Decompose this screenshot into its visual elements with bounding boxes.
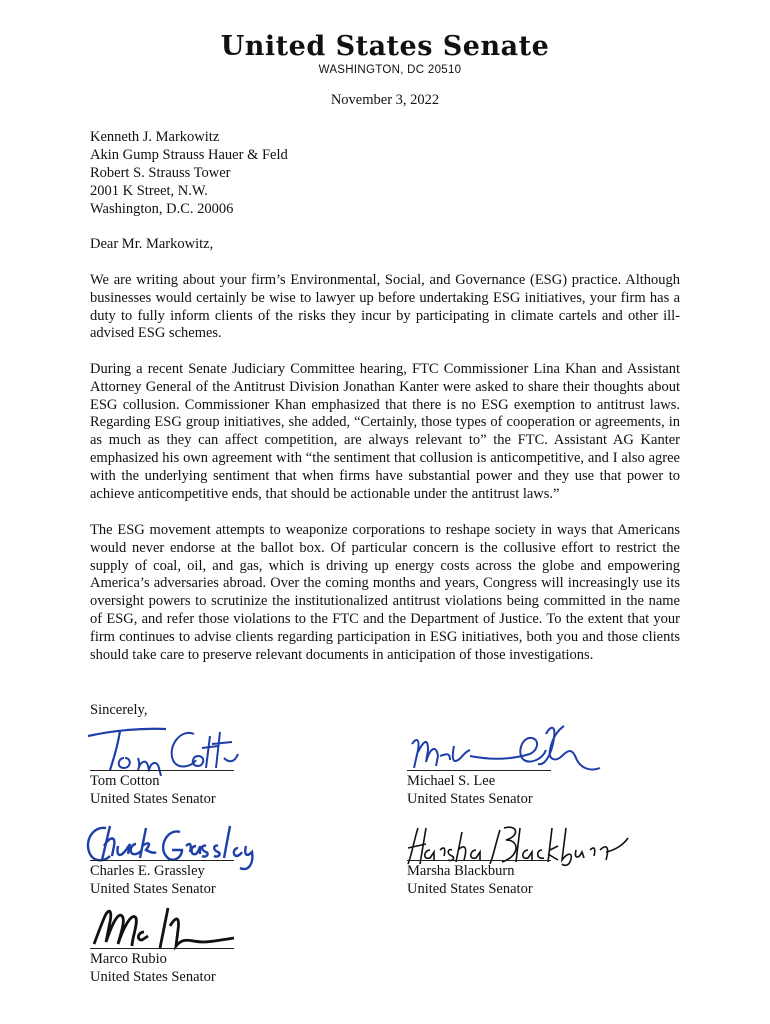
recipient-city: Washington, D.C. 20006 [90,201,234,217]
signatory-cotton [90,770,234,808]
signatory-lee [407,770,551,808]
salutation: Dear Mr. Markowitz, [90,236,214,252]
signatory-name: Marsha Blackburn [407,863,515,879]
signatory-title: United States Senator [90,881,216,897]
letterhead [0,32,770,76]
signatory-name: Charles E. Grassley [90,863,205,879]
letter-date: November 3, 2022 [330,92,440,108]
recipient-name: Kenneth J. Markowitz [90,129,220,145]
signatory-name: Tom Cotton [90,773,160,789]
letterhead-address: WASHINGTON, DC 20510 [318,64,462,76]
signatory-name: Marco Rubio [90,951,167,967]
signature-cotton [86,722,246,772]
signatory-blackburn [407,860,551,898]
body-paragraph-3: The ESG movement attempts to weaponize corporations to reshape society in ways that Americans would never endorse at the ballot box. Of particular concern is the collusive effort to restrict the supply of coal, oil, and gas, which is driving up energy costs across the globe and empowering America’s adversaries abroad. Over the coming months and years, Congress will increasingly use its oversight powers to scrutinize the institutionalized antitrust violations being committed in the name of ESG, and refer those violations to the FTC and the Department of Justice. To the extent that your firm continues to advise clients regarding participation in ESG initiatives, both you and those clients should take care to preserve relevant documents in anticipation of those investigations. [90,522,680,663]
signatory-grassley [90,860,234,898]
signature-line [90,770,234,771]
signature-line [407,860,551,861]
recipient-firm: Akin Gump Strauss Hauer & Feld [90,147,288,163]
signature-rubio [88,902,238,952]
signatory-rubio [90,948,234,986]
closing: Sincerely, [90,702,148,718]
signature-lee [404,722,604,774]
body-paragraph-1: We are writing about your firm’s Environmental, Social, and Governance (ESG) practice. Although businesses would certainly be wise to lawyer up before undertaking ESG initiatives, your firm has a duty to fully inform clients of the risks they incur by participating in climate cartels and other ill-advised ESG schemes. [90,272,680,342]
signature-line [90,860,234,861]
signatory-title: United States Senator [90,969,216,985]
recipient-street: 2001 K Street, N.W. [90,183,208,199]
signatory-title: United States Senator [407,881,533,897]
body-paragraph-2: During a recent Senate Judiciary Committee hearing, FTC Commissioner Lina Khan and Assistant Attorney General of the Antitrust Division Jonathan Kanter were asked to share their thoughts about ESG collusion. Commissioner Khan emphasized that there is no ESG exemption to antitrust laws. Regarding ESG group initiatives, she added, “Certainly, those types of cooperation or agreements, in as much as they can affect competition, are always relevant to” the FTC. Assistant AG Kanter emphasized his own agreement with “the sentiment that collusion is anticompetitive, and I also agree with the underlying sentiment that when firms have substantial power and they use that power to achieve anticompetitive ends, that should be actionable under the antitrust laws.” [90,361,680,502]
signature-line [90,948,234,949]
recipient-address [90,128,288,218]
recipient-building: Robert S. Strauss Tower [90,165,231,181]
signatory-title: United States Senator [90,791,216,807]
signatory-title: United States Senator [407,791,533,807]
signatory-name: Michael S. Lee [407,773,496,789]
signature-line [407,770,551,771]
letterhead-title: United States Senate [220,31,550,62]
